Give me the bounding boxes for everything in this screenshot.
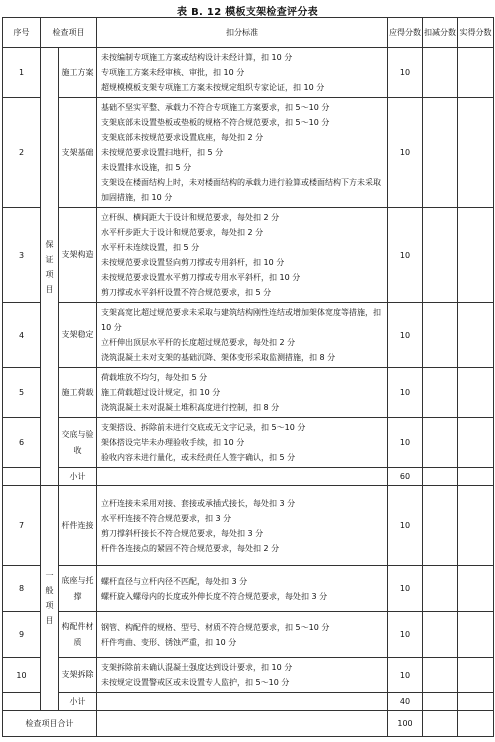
standard-line: 立杆纵、横间距大于设计和规范要求，每处扣 2 分 (101, 213, 280, 222)
row-standard (97, 303, 388, 368)
total-row (3, 711, 494, 737)
standard-line: 专项施工方案未经审核、审批，扣 10 分 (101, 68, 245, 77)
score-row (3, 208, 494, 303)
row-standard (97, 486, 388, 566)
row-standard (97, 98, 388, 208)
row-item: 施工荷载 (59, 368, 97, 418)
row-item: 构配件材质 (59, 612, 97, 658)
standard-line: 施工荷载超过设计规定，扣 10 分 (101, 388, 221, 397)
standard-line: 验收内容未进行量化，或未经责任人签字确认，扣 5 分 (101, 453, 296, 462)
header-no: 序号 (3, 18, 41, 48)
row-no: 3 (3, 208, 41, 303)
table-title: 表 B. 12 模板支架检查评分表 (177, 7, 318, 18)
row-no: 8 (3, 566, 41, 612)
row-should-score: 10 (388, 48, 423, 98)
subtotal-deduct-score[interactable] (423, 468, 458, 486)
standard-line: 水平杆步距大于设计和规范要求，每处扣 2 分 (101, 228, 264, 237)
standard-line: 立杆伸出顶层水平杆的长度超过规范要求，每处扣 2 分 (101, 338, 296, 347)
row-standard (97, 418, 388, 468)
row-item: 支架基础 (59, 98, 97, 208)
row-no: 1 (3, 48, 41, 98)
row-item: 施工方案 (59, 48, 97, 98)
score-row (3, 486, 494, 566)
row-should-score: 10 (388, 486, 423, 566)
standard-line: 荷载堆放不均匀，每处扣 5 分 (101, 373, 208, 382)
row-no: 5 (3, 368, 41, 418)
row-should-score: 10 (388, 658, 423, 693)
standard-line: 浇筑混凝土未对混凝土堆积高度进行控制，扣 8 分 (101, 403, 280, 412)
standard-line: 杆件弯曲、变形、锈蚀严重，扣 10 分 (101, 637, 237, 647)
standard-line: 未按规范要求设置扫地杆，扣 5 分 (101, 148, 224, 157)
row-deduct-score[interactable] (423, 98, 458, 208)
standard-line: 未按规定设置警戒区或未设置专人监护，扣 5～10 分 (101, 678, 290, 687)
row-standard (97, 208, 388, 303)
row-actual-score[interactable] (458, 303, 494, 368)
row-should-score: 10 (388, 418, 423, 468)
standard-line: 支架设在楼面结构上时，未对楼面结构的承载力进行验算或楼面结构下方未采取加固措施，扣 10 分 (101, 178, 381, 202)
row-actual-score[interactable] (458, 486, 494, 566)
row-actual-score[interactable] (458, 208, 494, 303)
standard-line: 水平杆连接不符合规范要求，扣 3 分 (101, 513, 232, 523)
subtotal-should-score: 60 (388, 468, 423, 486)
row-actual-score[interactable] (458, 98, 494, 208)
row-deduct-score[interactable] (423, 208, 458, 303)
row-standard (97, 658, 388, 693)
standard-line: 杆件各连接点的紧固不符合规范要求，每处扣 2 分 (101, 543, 280, 553)
header-actual-score: 实得分数 (458, 18, 494, 48)
score-row (3, 658, 494, 693)
standard-line: 支架拆除前未确认混凝土强度达到设计要求，扣 10 分 (101, 663, 293, 672)
total-label: 检查项目合计 (3, 711, 97, 737)
standard-line: 支架底部未按规范要求设置底座，每处扣 2 分 (101, 133, 264, 142)
standard-line: 未按编制专项施工方案或结构设计未经计算，扣 10 分 (101, 53, 293, 62)
standard-line: 未按规范要求设置水平剪刀撑或专用水平斜杆，扣 10 分 (101, 273, 301, 282)
standard-line: 水平杆未连续设置，扣 5 分 (101, 243, 200, 252)
standard-line: 浇筑混凝土未对支架的基础沉降、架体变形采取监测措施，扣 8 分 (101, 353, 336, 362)
subtotal-no (3, 468, 41, 486)
header-item: 检查项目 (41, 18, 97, 48)
standard-line: 剪刀撑或水平斜杆设置不符合规范要求，扣 5 分 (101, 288, 272, 297)
total-deduct-score[interactable] (423, 711, 458, 737)
standard-line: 支架底部未设置垫板或垫板的规格不符合规范要求，扣 5～10 分 (101, 118, 330, 127)
group-label-general: 一 般 项 目 (41, 486, 59, 711)
subtotal-label: 小计 (59, 693, 97, 711)
score-row (3, 418, 494, 468)
row-actual-score[interactable] (458, 566, 494, 612)
subtotal-actual-score[interactable] (458, 468, 494, 486)
row-item: 支架稳定 (59, 303, 97, 368)
row-should-score: 10 (388, 566, 423, 612)
row-deduct-score[interactable] (423, 418, 458, 468)
row-item: 底座与托撑 (59, 566, 97, 612)
subtotal-row-guarantee (3, 468, 494, 486)
row-standard (97, 612, 388, 658)
row-should-score: 10 (388, 612, 423, 658)
row-deduct-score[interactable] (423, 612, 458, 658)
subtotal-no (3, 693, 41, 711)
row-should-score: 10 (388, 303, 423, 368)
row-no: 7 (3, 486, 41, 566)
subtotal-should-score: 40 (388, 693, 423, 711)
row-standard (97, 566, 388, 612)
row-item: 交底与验收 (59, 418, 97, 468)
score-row (3, 612, 494, 658)
row-should-score: 10 (388, 368, 423, 418)
row-item: 杆件连接 (59, 486, 97, 566)
subtotal-deduct-score[interactable] (423, 693, 458, 711)
row-actual-score[interactable] (458, 612, 494, 658)
row-deduct-score[interactable] (423, 658, 458, 693)
group-label-guarantee: 保 证 项 目 (41, 48, 59, 486)
total-actual-score[interactable] (458, 711, 494, 737)
row-deduct-score[interactable] (423, 566, 458, 612)
standard-line: 螺杆旋入螺母内的长度或外伸长度不符合规范要求，每处扣 3 分 (101, 591, 328, 601)
row-item: 支架拆除 (59, 658, 97, 693)
subtotal-actual-score[interactable] (458, 693, 494, 711)
total-should-score: 100 (388, 711, 423, 737)
standard-line: 螺杆直径与立杆内径不匹配，每处扣 3 分 (101, 576, 248, 586)
standard-line: 钢管、构配件的规格、型号、材质不符合规范要求，扣 5～10 分 (101, 622, 330, 632)
row-deduct-score[interactable] (423, 303, 458, 368)
inspection-score-table (2, 17, 494, 737)
standard-line: 架体搭设完毕未办理验收手续，扣 10 分 (101, 438, 245, 447)
score-row (3, 98, 494, 208)
header-row (3, 18, 494, 48)
header-deduct-score: 扣减分数 (423, 18, 458, 48)
score-row (3, 48, 494, 98)
standard-line: 剪刀撑斜杆接长不符合规范要求，每处扣 3 分 (101, 528, 264, 538)
row-standard (97, 48, 388, 98)
score-row (3, 368, 494, 418)
subtotal-standard (97, 468, 388, 486)
standard-line: 支架搭设、拆除前未进行交底或无文字记录，扣 5～10 分 (101, 423, 306, 432)
row-no: 9 (3, 612, 41, 658)
row-no: 6 (3, 418, 41, 468)
row-no: 2 (3, 98, 41, 208)
subtotal-standard (97, 693, 388, 711)
row-no: 10 (3, 658, 41, 693)
row-actual-score[interactable] (458, 418, 494, 468)
row-standard (97, 368, 388, 418)
score-row (3, 566, 494, 612)
standard-line: 支架高宽比超过规范要求未采取与建筑结构刚性连结或增加架体宽度等措施，扣 10 分 (101, 308, 381, 332)
subtotal-label: 小计 (59, 468, 97, 486)
standard-line: 未按规范要求设置竖向剪刀撑或专用斜杆，扣 10 分 (101, 258, 285, 267)
header-standard: 扣分标准 (97, 18, 388, 48)
row-should-score: 10 (388, 208, 423, 303)
total-standard (97, 711, 388, 737)
row-actual-score[interactable] (458, 658, 494, 693)
row-item: 支架构造 (59, 208, 97, 303)
score-row (3, 303, 494, 368)
row-no: 4 (3, 303, 41, 368)
subtotal-row-general (3, 693, 494, 711)
row-deduct-score[interactable] (423, 486, 458, 566)
standard-line: 立杆连接未采用对接、套接或承插式接长，每处扣 3 分 (101, 498, 296, 508)
row-deduct-score[interactable] (423, 368, 458, 418)
standard-line: 超规模模板支架专项施工方案未按规定组织专家论证，扣 10 分 (101, 83, 325, 92)
standard-line: 未设置排水设施，扣 5 分 (101, 163, 192, 172)
row-actual-score[interactable] (458, 368, 494, 418)
row-actual-score[interactable] (458, 48, 494, 98)
row-should-score: 10 (388, 98, 423, 208)
standard-line: 基础不坚实平整、承载力不符合专项施工方案要求，扣 5～10 分 (101, 103, 330, 112)
header-should-score: 应得分数 (388, 18, 423, 48)
row-deduct-score[interactable] (423, 48, 458, 98)
